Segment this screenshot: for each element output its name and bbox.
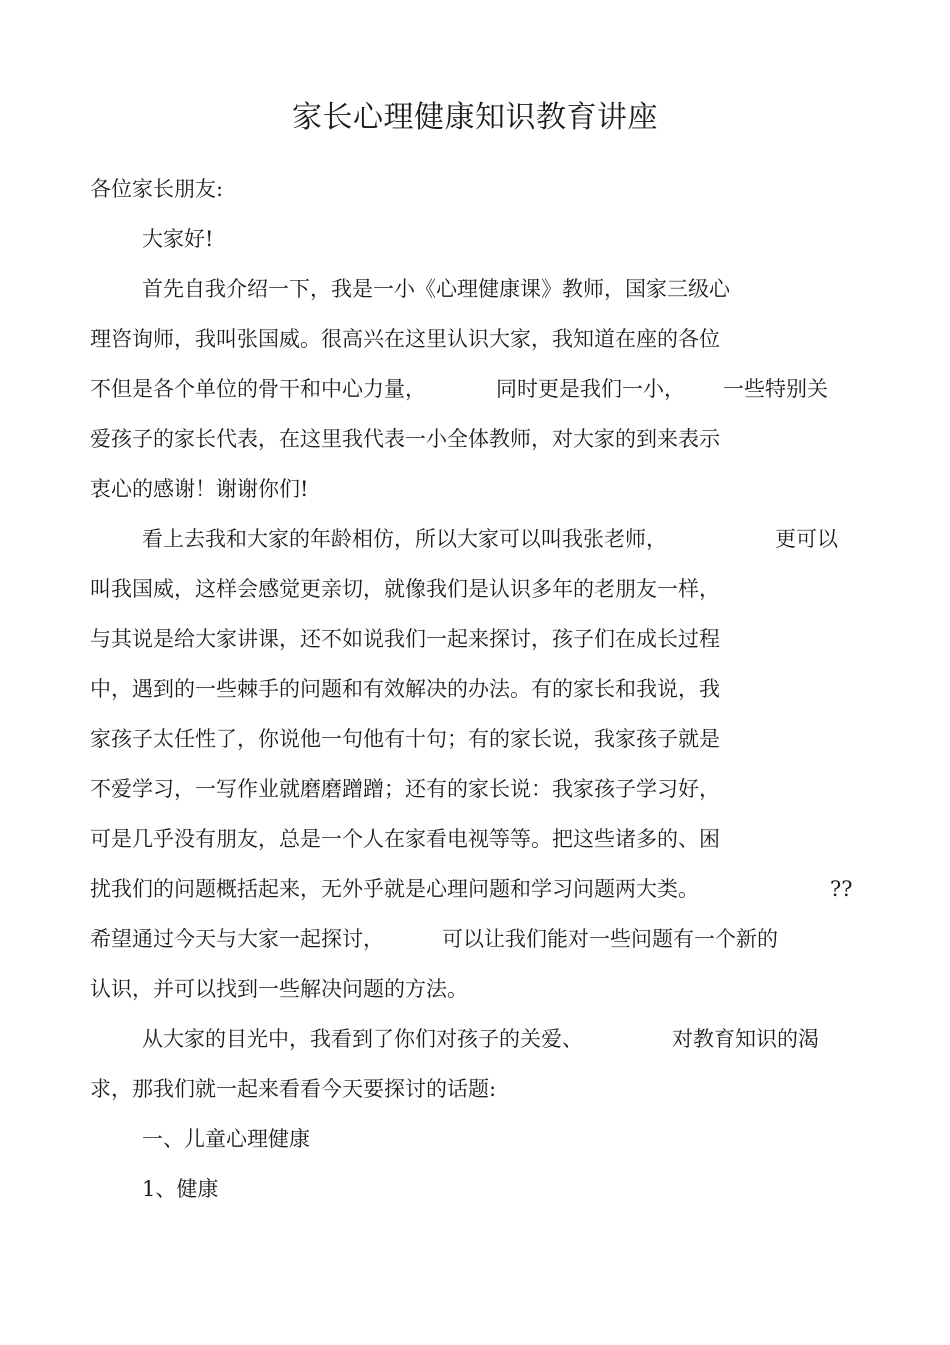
paragraph-line-segment: 对教育知识的渴 xyxy=(672,1027,819,1051)
subsection-heading: 1、健康 xyxy=(142,1177,219,1201)
paragraph-line-segment: 可以让我们能对一些问题有一个新的 xyxy=(442,927,778,951)
paragraph-line xyxy=(142,1024,842,1054)
paragraph-line: 理咨询师，我叫张国威。很高兴在这里认识大家，我知道在座的各位 xyxy=(90,327,720,351)
paragraph-line-segment: 不但是各个单位的骨干和中心力量， xyxy=(90,377,426,401)
paragraph-line-segment: 希望通过今天与大家一起探讨， xyxy=(90,927,384,951)
salutation: 各位家长朋友: xyxy=(90,177,224,201)
paragraph-line-segment: 更可以 xyxy=(775,527,838,551)
paragraph-line-segment: 看上去我和大家的年龄相仿，所以大家可以叫我张老师， xyxy=(142,527,667,551)
paragraph-line-segment: ?? xyxy=(830,877,853,901)
paragraph-line: 与其说是给大家讲课，还不如说我们一起来探讨，孩子们在成长过程 xyxy=(90,627,720,651)
paragraph-line-segment: 一些特别关 xyxy=(723,377,828,401)
paragraph-line: 可是几乎没有朋友，总是一个人在家看电视等等。把这些诸多的、困 xyxy=(90,827,720,851)
paragraph-line-segment: 扰我们的问题概括起来，无外乎就是心理问题和学习问题两大类。 xyxy=(90,877,699,901)
paragraph-line: 衷心的感谢！谢谢你们! xyxy=(90,477,309,501)
document-title: 家长心理健康知识教育讲座 xyxy=(292,100,658,135)
section-heading: 一、儿童心理健康 xyxy=(142,1127,310,1151)
paragraph-line: 叫我国威，这样会感觉更亲切，就像我们是认识多年的老朋友一样， xyxy=(90,577,720,601)
paragraph-line xyxy=(90,374,850,404)
paragraph-line xyxy=(142,524,852,554)
paragraph-line-segment: 同时更是我们一小， xyxy=(496,377,685,401)
paragraph-line: 求，那我们就一起来看看今天要探讨的话题: xyxy=(90,1077,497,1101)
paragraph-line xyxy=(90,924,820,954)
paragraph-line xyxy=(90,874,860,904)
paragraph-line: 爱孩子的家长代表，在这里我代表一小全体教师，对大家的到来表示 xyxy=(90,427,720,451)
paragraph-line-segment: 从大家的目光中，我看到了你们对孩子的关爱、 xyxy=(142,1027,583,1051)
paragraph-line: 认识，并可以找到一些解决问题的方法。 xyxy=(90,977,468,1001)
paragraph-line: 家孩子太任性了，你说他一句他有十句；有的家长说，我家孩子就是 xyxy=(90,727,720,751)
greeting: 大家好! xyxy=(142,227,214,251)
paragraph-line: 首先自我介绍一下，我是一小《心理健康课》教师，国家三级心 xyxy=(142,277,730,301)
paragraph-line: 不爱学习，一写作业就磨磨蹭蹭；还有的家长说：我家孩子学习好， xyxy=(90,777,720,801)
paragraph-line: 中，遇到的一些棘手的问题和有效解决的办法。有的家长和我说，我 xyxy=(90,677,720,701)
